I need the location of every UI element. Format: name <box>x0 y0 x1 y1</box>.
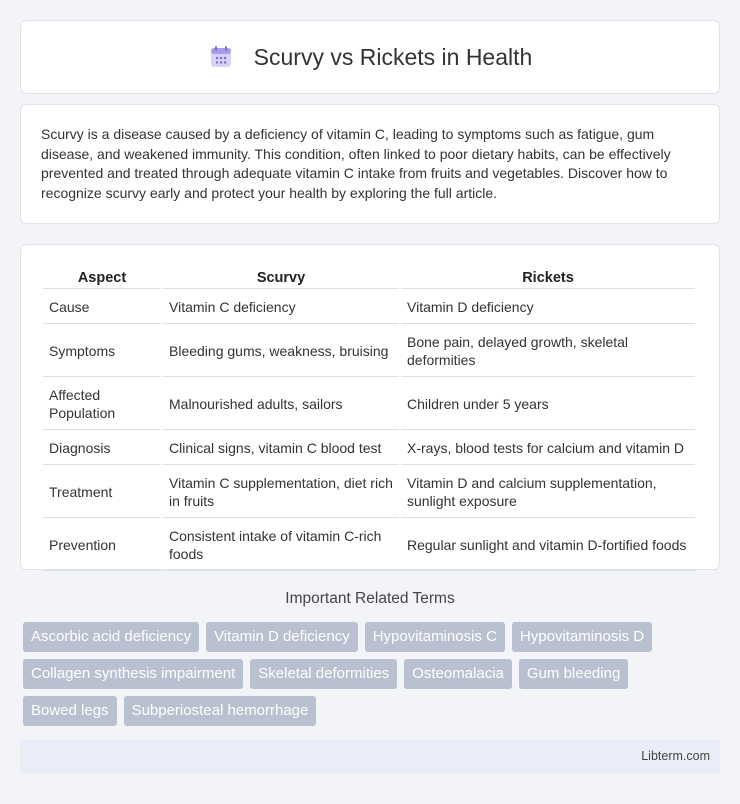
related-term-tag[interactable]: Bowed legs <box>23 696 117 726</box>
table-row <box>43 467 695 518</box>
page-title: Scurvy vs Rickets in Health <box>253 43 533 70</box>
table-cell: Vitamin C supplementation, diet rich in fruits <box>163 467 399 518</box>
column-header: Scurvy <box>163 265 399 289</box>
table-row <box>43 432 695 465</box>
table-cell: Bleeding gums, weakness, bruising <box>163 326 399 377</box>
related-term-tag[interactable]: Osteomalacia <box>404 659 512 689</box>
related-terms-list <box>23 622 723 733</box>
table-cell: Vitamin D and calcium supplementation, sunlight exposure <box>401 467 695 518</box>
related-terms-title: Important Related Terms <box>285 590 455 607</box>
related-term-tag[interactable]: Gum bleeding <box>519 659 628 689</box>
table-cell: Vitamin D deficiency <box>401 291 695 324</box>
table-cell: X-rays, blood tests for calcium and vitamin D <box>401 432 695 465</box>
table-cell: Malnourished adults, sailors <box>163 379 399 430</box>
table-cell: Symptoms <box>43 326 161 377</box>
table-row <box>43 379 695 430</box>
header-card <box>20 20 720 94</box>
table-cell: Cause <box>43 291 161 324</box>
table-cell: Bone pain, delayed growth, skeletal deformities <box>401 326 695 377</box>
related-term-tag[interactable]: Collagen synthesis impairment <box>23 659 243 689</box>
table-cell: Regular sunlight and vitamin D-fortified foods <box>401 520 695 571</box>
footer-site-link[interactable]: Libterm.com <box>641 749 710 763</box>
column-header: Aspect <box>43 265 161 289</box>
calendar-icon <box>208 44 234 70</box>
table-cell: Children under 5 years <box>401 379 695 430</box>
comparison-table <box>41 263 697 573</box>
comparison-card <box>20 244 720 570</box>
table-cell: Affected Population <box>43 379 161 430</box>
table-cell: Diagnosis <box>43 432 161 465</box>
table-cell: Consistent intake of vitamin C-rich foods <box>163 520 399 571</box>
intro-card <box>20 104 720 224</box>
related-term-tag[interactable]: Skeletal deformities <box>250 659 397 689</box>
related-term-tag[interactable]: Subperiosteal hemorrhage <box>124 696 317 726</box>
table-cell: Vitamin C deficiency <box>163 291 399 324</box>
table-cell: Treatment <box>43 467 161 518</box>
table-header-row <box>43 265 695 289</box>
table-cell: Clinical signs, vitamin C blood test <box>163 432 399 465</box>
intro-text: Scurvy is a disease caused by a deficiency of vitamin C, leading to symptoms such as fatigue, gum disease, and weakened immunity. This condition, often linked to poor dietary habits, can be effectively prevented and treated through adequate vitamin C intake from fruits and vegetables. Discover how to recognize scurvy early and protect your health by exploring the full article. <box>41 126 671 201</box>
related-term-tag[interactable]: Ascorbic acid deficiency <box>23 622 199 652</box>
related-term-tag[interactable]: Hypovitaminosis C <box>365 622 505 652</box>
footer <box>20 740 720 774</box>
related-term-tag[interactable]: Hypovitaminosis D <box>512 622 652 652</box>
table-row <box>43 520 695 571</box>
table-row <box>43 291 695 324</box>
related-term-tag[interactable]: Vitamin D deficiency <box>206 622 358 652</box>
table-cell: Prevention <box>43 520 161 571</box>
column-header: Rickets <box>401 265 695 289</box>
table-row <box>43 326 695 377</box>
